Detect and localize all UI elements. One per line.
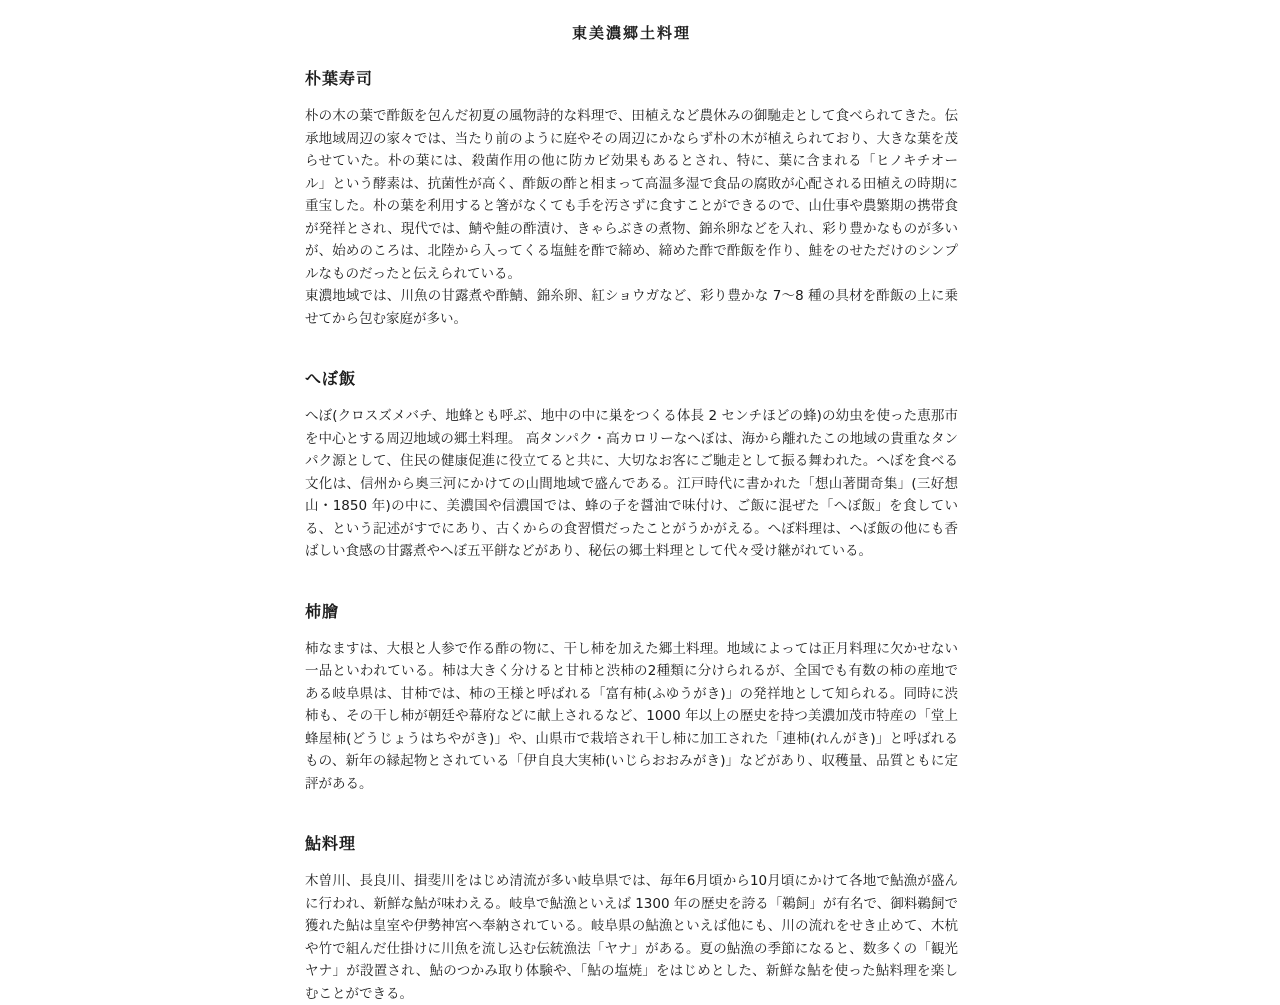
paragraph: 東濃地域では、川魚の甘露煮や酢鯖、錦糸卵、紅ショウガなど、彩り豊かな 7～8 種の具材を酢飯の上に乗せてから包む家庭が多い。 bbox=[305, 288, 958, 327]
section-heading-kaki-namasu: 柿膾 bbox=[305, 601, 340, 621]
section-hoba-sushi bbox=[305, 68, 958, 330]
section-kaki-namasu bbox=[305, 601, 958, 796]
section-hebo-meshi bbox=[305, 368, 958, 563]
section-heading-hebo-meshi: へぼ飯 bbox=[305, 369, 357, 388]
paragraph: 木曽川、長良川、揖斐川をはじめ清流が多い岐阜県では、毎年6月頃から10月頃にかけて各地で鮎漁が盛んに行われ、新鮮な鮎が味わえる。岐阜で鮎漁といえば 1300 年の歴史を誇る「鵜飼」が有名で、御料鵜飼で獲れた鮎は皇室や伊勢神宮へ奉納されている。岐阜県の鮎漁といえば他にも、川の流れをせき止めて、木杭や竹で組んだ仕掛けに川魚を流し込む伝統漁法「ヤナ」がある。夏の鮎漁の季節になると、数多くの「観光ヤナ」が設置され、鮎のつかみ取り体験や、「鮎の塩焼」をはじめとした、新鮮な鮎を使った鮎料理を楽しむことができる。 bbox=[305, 873, 958, 1002]
paragraph: 柿なますは、大根と人参で作る酢の物に、干し柿を加えた郷土料理。地域によっては正月料理に欠かせない一品といわれている。柿は大きく分けると甘柿と渋柿の2種類に分けられるが、全国でも有数の柿の産地である岐阜県は、甘柿では、柿の王様と呼ばれる「富有柿(ふゆうがき)」の発祥地として知られる。同時に渋柿も、その干し柿が朝廷や幕府などに献上されるなど、1000 年以上の歴史を持つ美濃加茂市特産の「堂上蜂屋柿(どうじょうはちやがき)」や、山県市で栽培され干し柿に加工された「連柿(れんがき)」と呼ばれるもの、新年の縁起物とされている「伊自良大実柿(いじらおおみがき)」などがあり、収穫量、品質ともに定評がある。 bbox=[305, 640, 958, 792]
page-title: 東美濃郷土料理 bbox=[571, 24, 691, 42]
paragraph: へぼ(クロスズメバチ、地蜂とも呼ぶ、地中の中に巣をつくる体長 2 センチほどの蜂)の幼虫を使った恵那市を中心とする周辺地域の郷土料理。 高タンパク・高カロリーなへぼは、海から離れたこの地域の貴重なタンパク源として、住民の健康促進に役立てると共に、大切なお客にご馳走として振る舞われた。へぼを食べる文化は、信州から奥三河にかけての山間地域で盛んである。江戸時代に書かれた「想山著聞奇集」(三好想山・1850 年)の中に、美濃国や信濃国では、蜂の子を醤油で味付け、ご飯に混ぜた「へぼ飯」を食している、という記述がすでにあり、古くからの食習慣だったことがうかがえる。へぼ料理は、へぼ飯の他にも香ばしい食感の甘露煮やへぼ五平餅などがあり、秘伝の郷土料理として代々受け継がれている。 bbox=[305, 408, 958, 559]
section-ayu-ryori bbox=[305, 833, 958, 1005]
document-page bbox=[305, 0, 958, 1005]
paragraph: 朴の木の葉で酢飯を包んだ初夏の風物詩的な料理で、田植えなど農休みの御馳走として食べられてきた。伝承地域周辺の家々では、当たり前のように庭やその周辺にかならず朴の木が植えられており、大きな葉を茂らせていた。朴の葉には、殺菌作用の他に防カビ効果もあるとされ、特に、葉に含まれる「ヒノキチオール」という酵素は、抗菌性が高く、酢飯の酢と相まって高温多湿で食品の腐敗が心配される田植えの時期に重宝した。朴の葉を利用すると箸がなくても手を汚さずに食すことができるので、山仕事や農繁期の携帯食が発祥とされ、現代では、鯖や鮭の酢漬け、きゃらぶきの煮物、錦糸卵などを入れ、彩り豊かなものが多いが、始めのころは、北陸から入ってくる塩鮭を酢で締め、締めた酢で酢飯を作り、鮭をのせただけのシンプルなものだったと伝えられている。 bbox=[305, 108, 958, 282]
section-heading-ayu-ryori: 鮎料理 bbox=[305, 834, 357, 853]
section-heading-hoba-sushi: 朴葉寿司 bbox=[305, 69, 374, 88]
